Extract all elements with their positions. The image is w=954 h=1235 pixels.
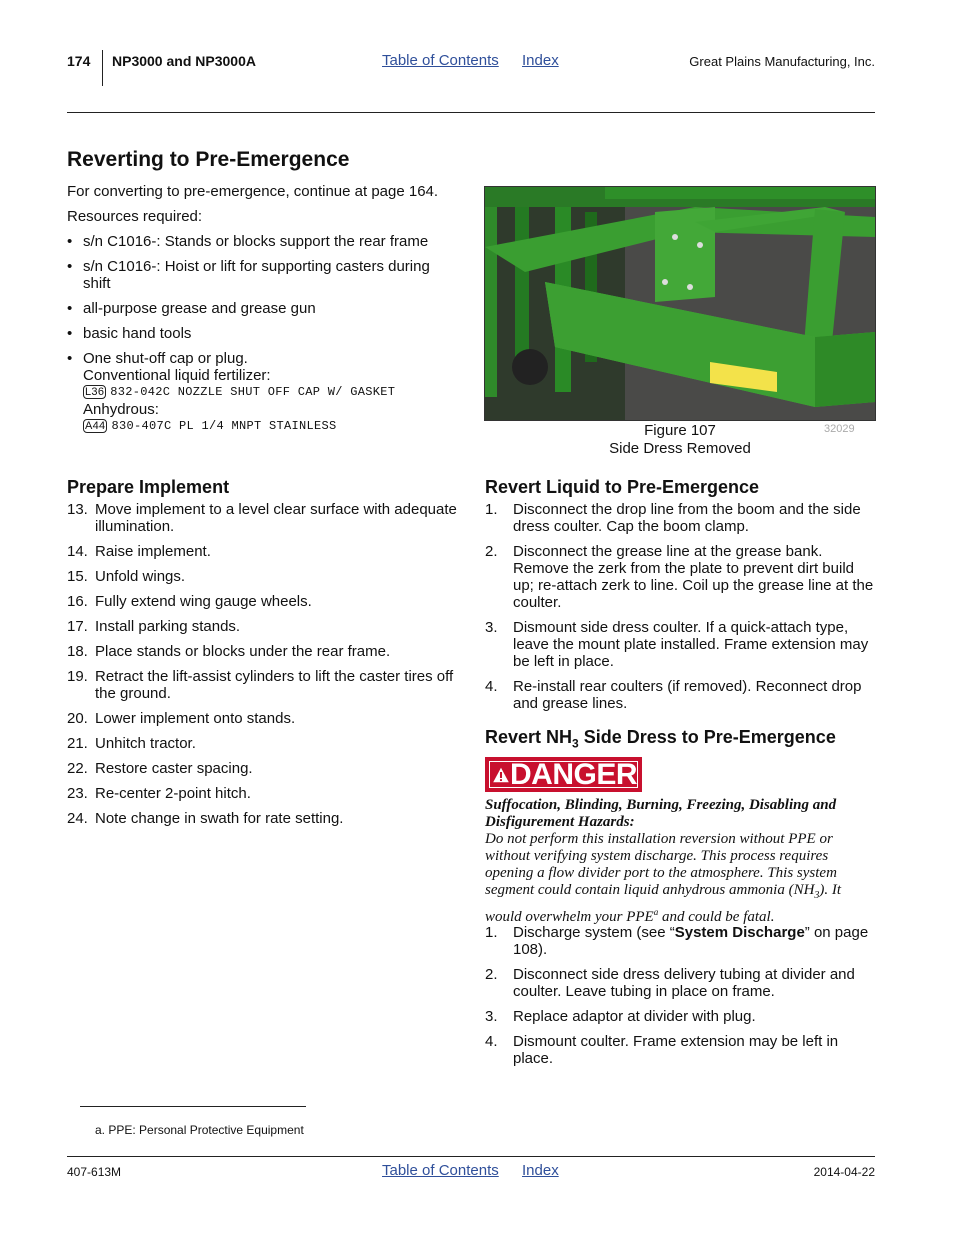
footnote: a. PPE: Personal Protective Equipment [95, 1123, 304, 1137]
list-item: 16. Fully extend wing gauge wheels. [67, 593, 312, 610]
liquid-steps [485, 501, 877, 720]
photo-illustration [485, 187, 875, 420]
list-item: 18. Place stands or blocks under the rear frame. [67, 643, 391, 660]
list-item: 2. Disconnect the grease line at the grease bank. Remove the zerk from the plate to prevent dirt build up; re-attach zerk to line. Coil up the grease line at the coulter. [485, 543, 874, 611]
nh3-steps [485, 924, 877, 1075]
list-item: 15. Unfold wings. [67, 568, 186, 585]
part-description: 832-042C NOZZLE SHUT OFF CAP W/ GASKET [110, 385, 396, 399]
danger-label [485, 757, 642, 792]
footer-rule [67, 1156, 875, 1157]
danger-text: DANGER [509, 757, 637, 791]
list-item: • s/n C1016-: Stands or blocks support the rear frame [67, 233, 457, 250]
cap-plug-text: • One shut-off cap or plug. [83, 350, 248, 367]
warning-triangle-icon [492, 761, 510, 789]
list-item: 1. Discharge system (see “System Discharge” on page 108). [485, 924, 869, 958]
list-item: 4. Re-install rear coulters (if removed). Reconnect drop and grease lines. [485, 678, 862, 712]
resources-label: Resources required: [67, 208, 203, 225]
system-discharge-link[interactable]: System Discharge [674, 924, 805, 941]
hazard-warning [485, 797, 870, 926]
list-item: 13. Move implement to a level clear surface with adequate illumination. [67, 501, 457, 535]
intro-text: For converting to pre-emergence, continue at page 164. [67, 183, 439, 200]
liquid-part-line [83, 384, 457, 401]
list-item: 2. Disconnect side dress delivery tubing at divider and coulter. Leave tubing in place on frame. [485, 966, 855, 1000]
header-toc-link[interactable]: Table of Contents [382, 52, 499, 69]
part-tag: L36 [85, 386, 105, 398]
list-item: 14. Raise implement. [67, 543, 211, 560]
model-name: NP3000 and NP3000A [112, 53, 256, 69]
page-number: 174 [67, 53, 91, 69]
list-item: 4. Dismount coulter. Frame extension may be left in place. [485, 1033, 839, 1067]
list-item: • all-purpose grease and grease gun [67, 300, 457, 317]
list-item: 21. Unhitch tractor. [67, 735, 196, 752]
list-item: 3. Dismount side dress coulter. If a quick-attach type, leave the mount plate installed. Frame extension may be left in place. [485, 619, 869, 670]
list-item: 22. Restore caster spacing. [67, 760, 253, 777]
list-item: 17. Install parking stands. [67, 618, 241, 635]
list-item: 3. Replace adaptor at divider with plug. [485, 1008, 756, 1025]
prepare-steps [67, 501, 457, 835]
prepare-heading: Prepare Implement [67, 477, 230, 497]
resources-list [67, 233, 457, 435]
hazard-text: Do not perform this installation reversion without PPE or without verifying system discharge. This process requires opening a flow divider port to the atmosphere. This system segment could contain liquid anhydrous ammonia $(NH_3)$. It would overwhelm your PPE$^a$ and could be fatal. [485, 831, 842, 925]
part-tag: A44 [85, 420, 106, 432]
side-dress-photo [484, 186, 876, 421]
hazard-title: Suffocation, Blinding, Burning, Freezing, Disabling and Disfigurement Hazards: [485, 797, 837, 830]
figure-number: Figure 107 [644, 422, 716, 439]
anhydrous-part-line [83, 418, 457, 435]
list-item: • basic hand tools [67, 325, 457, 342]
nh3-heading: Revert $NH_3$ Side Dress to Pre-Emergence [485, 727, 836, 751]
part-description: 830-407C PL 1/4 MNPT STAINLESS [111, 419, 337, 433]
footer-index-link[interactable]: Index [522, 1162, 559, 1179]
figure-title: Side Dress Removed [609, 440, 751, 457]
footnote-rule [80, 1106, 306, 1107]
footer-toc-link[interactable]: Table of Contents [382, 1162, 499, 1179]
list-item: 20. Lower implement onto stands. [67, 710, 296, 727]
header-divider [102, 50, 103, 86]
figure-caption [484, 422, 876, 458]
list-item: 1. Disconnect the drop line from the boom and the side dress coulter. Cap the boom clamp. [485, 501, 861, 535]
list-item: • s/n C1016-: Hoist or lift for supporting casters during shift [67, 258, 457, 292]
company-name: Great Plains Manufacturing, Inc. [689, 54, 875, 69]
page-title: Reverting to Pre-Emergence [67, 148, 350, 171]
header-index-link[interactable]: Index [522, 52, 559, 69]
list-item: 24. Note change in swath for rate setting. [67, 810, 344, 827]
publish-date: 2014-04-22 [813, 1165, 875, 1179]
image-id: 32029 [824, 423, 855, 435]
list-item: 19. Retract the lift-assist cylinders to lift the caster tires off the ground. [67, 668, 454, 702]
anhydrous-label: Anhydrous: [83, 401, 159, 418]
liquid-heading: Revert Liquid to Pre-Emergence [485, 477, 760, 497]
list-item [67, 350, 457, 435]
list-item: 23. Re-center 2-point hitch. [67, 785, 251, 802]
header-rule [67, 112, 875, 113]
liquid-label: Conventional liquid fertilizer: [83, 367, 271, 384]
doc-number: 407-613M [67, 1165, 122, 1179]
